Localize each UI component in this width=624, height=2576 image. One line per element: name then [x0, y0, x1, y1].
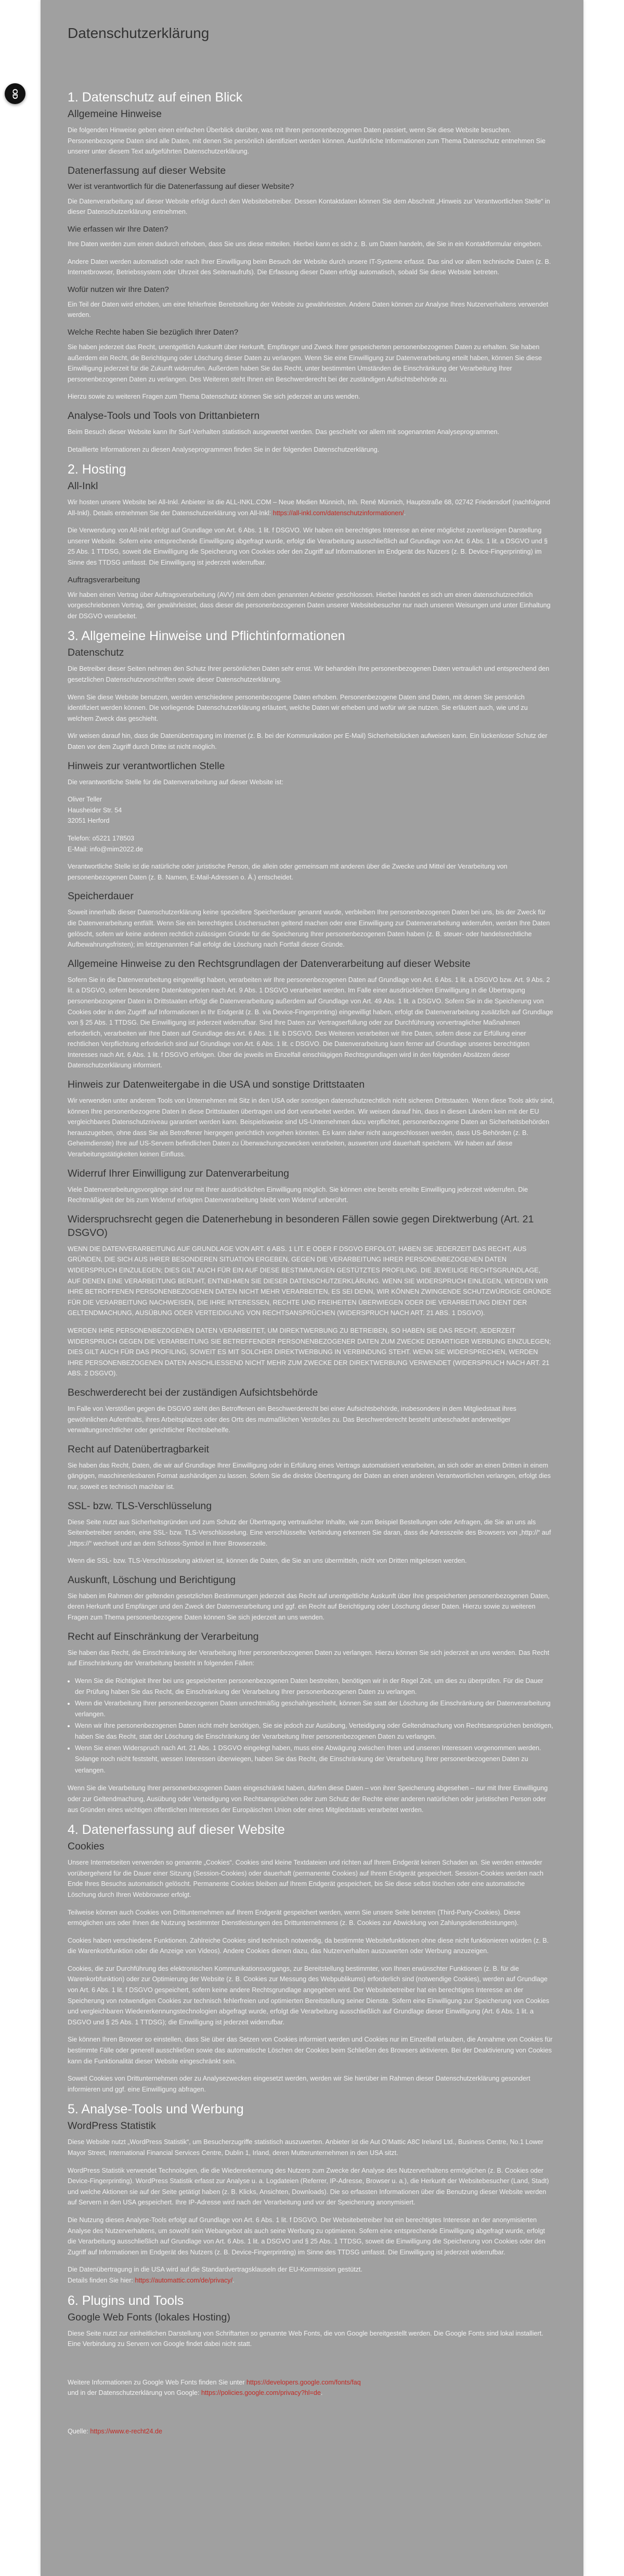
subsection-heading: Allgemeine Hinweise zu den Rechtsgrundlagen der Datenverarbeitung auf dieser Website	[68, 958, 471, 970]
page-title: Datenschutzerklärung	[68, 25, 210, 41]
paragraph	[68, 497, 554, 518]
contact-block	[68, 794, 554, 826]
subsection-heading: WordPress Statistik	[68, 2120, 156, 2132]
privacy-policy-content	[68, 0, 554, 2444]
paragraph: Die Datenverarbeitung auf dieser Website erfolgt durch den Websitebetreiber. Dessen Kontaktdaten können Sie dem Abschnitt „Hinweis zur Verantwortlichen Stelle“ in dieser Datenschutzerklärung entnehmen.	[68, 197, 550, 216]
paragraph: Ein Teil der Daten wird erhoben, um eine fehlerfreie Bereitstellung der Website zu gewährleisten. Andere Daten können zur Analyse Ihres Nutzerverhaltens verwendet werden.	[68, 300, 549, 319]
paragraph: Cookies, die zur Durchführung des elektronischen Kommunikationsvorgangs, zur Bereitstellung bestimmter, von Ihnen erwünschter Funktionen (z. B. für die Warenkorbfunktion) oder zur Optimierung der Website (z. B. Cookies zur Messung des Webpublikums) erforderlich sind (notwendige Cookies), werden auf Grundlage von Art. 6 Abs. 1 lit. f DSGVO gespeichert, sofern keine andere Rechtsgrundlage angegeben wird. Der Websitebetreiber hat ein berechtigtes Interesse an der Speicherung von notwendigen Cookies zur technisch fehlerfreien und optimierten Bereitstellung seiner Dienste. Sofern eine Einwilligung zur Speicherung von Cookies und vergleichbaren Wiedererkennungstechnologien abgefragt wurde, erfolgt die Verarbeitung ausschließlich auf Grundlage dieser Einwilligung (Art. 6 Abs. 1 lit. a DSGVO und § 25 Abs. 1 TTDSG); die Einwilligung ist jederzeit widerrufbar.	[68, 1965, 550, 2026]
subsection-heading: Google Web Fonts (lokales Hosting)	[68, 2311, 230, 2323]
contact-line: Hausheider Str. 54	[68, 806, 122, 814]
minor-heading: Wer ist verantwortlich für die Datenerfassung auf dieser Website?	[68, 182, 294, 191]
section-heading: 1. Datenschutz auf einen Blick	[68, 90, 243, 105]
paragraph-text: .	[320, 2389, 323, 2397]
paragraph-text: Quelle:	[68, 2427, 90, 2435]
paragraph: Wenn Sie die Verarbeitung Ihrer personenbezogenen Daten eingeschränkt haben, dürfen diese Daten – von ihrer Speicherung abgesehen – nur mit Ihrer Einwilligung oder zur Geltendmachung, Ausübung oder Verteidigung von Rechtsansprüchen oder zum Schutz der Rechte einer anderen natürlichen oder juristischen Person oder aus Gründen eines wichtigen öffentlichen Interesses der Europäischen Union oder eines Mitgliedstaats verarbeitet werden.	[68, 1784, 548, 1814]
list-item: • Wenn wir Ihre personenbezogenen Daten nicht mehr benötigen, Sie sie jedoch zur Ausübung, Verteidigung oder Geltendmachung von Rechtsansprüchen benötigen, haben Sie das Recht, statt der Löschung die Einschränkung der Verarbeitung Ihrer personenbezogenen Daten zu verlangen.	[75, 1720, 554, 1743]
paragraph: Sie haben das Recht, die Einschränkung der Verarbeitung Ihrer personenbezogenen Daten zu verlangen. Hierzu können Sie sich jederzeit an uns wenden. Das Recht auf Einschränkung der Verarbeitung besteht in folgenden Fällen:	[68, 1649, 550, 1667]
subsection-heading: SSL- bzw. TLS-Verschlüsselung	[68, 1500, 212, 1512]
contact-line: 32051 Herford	[68, 817, 110, 825]
paragraph-text: Details finden Sie hier:	[68, 2276, 135, 2284]
subsection-heading: All-Inkl	[68, 480, 98, 492]
paragraph: Wir verwenden unter anderem Tools von Unternehmen mit Sitz in den USA oder sonstigen datenschutzrechtlich nicht sicheren Drittstaaten. Wenn diese Tools aktiv sind, können Ihre personenbezogene Daten in diese Drittstaaten übertragen und dort verarbeitet werden. Wir weisen darauf hin, dass in diesen Ländern kein mit der EU vergleichbares Datenschutzniveau garantiert werden kann. Beispielsweise sind US-Unternehmen dazu verpflichtet, personenbezogene Daten an Sicherheitsbehörden herauszugeben, ohne dass Sie als Betroffener hiergegen gerichtlich vorgehen könnten. Es kann daher nicht ausgeschlossen werden, dass US-Behörden (z. B. Geheimdienste) Ihre auf US-Servern befindlichen Daten zu Überwachungszwecken verarbeiten, auswerten und dauerhaft speichern. Wir haben auf diese Verarbeitungstätigkeiten keinen Einfluss.	[68, 1097, 554, 1158]
paragraph: Andere Daten werden automatisch oder nach Ihrer Einwilligung beim Besuch der Website durch unsere IT-Systeme erfasst. Das sind vor allem technische Daten (z. B. Internetbrowser, Betriebssystem oder Uhrzeit des Seitenaufrufs). Die Erfassung dieser Daten erfolgt automatisch, sobald Sie diese Website betreten.	[68, 258, 551, 276]
minor-heading: Wie erfassen wir Ihre Daten?	[68, 224, 168, 234]
spacer	[68, 2405, 554, 2426]
paragraph: Diese Seite nutzt zur einheitlichen Darstellung von Schriftarten so genannte Web Fonts, die von Google bereitgestellt werden. Die Google Fonts sind lokal installiert. Eine Verbindung zu Servern von Google findet dabei nicht statt.	[68, 2329, 543, 2348]
logo-text: OD	[11, 88, 19, 99]
subsection-heading: Recht auf Datenübertragbarkeit	[68, 1443, 210, 1455]
paragraph: Hierzu sowie zu weiteren Fragen zum Thema Datenschutz können Sie sich jederzeit an uns wenden.	[68, 393, 360, 401]
bullet-list	[68, 1676, 554, 1777]
paragraph: Verantwortliche Stelle ist die natürliche oder juristische Person, die allein oder gemeinsam mit anderen über die Zwecke und Mittel der Verarbeitung von personenbezogenen Daten (z. B. Namen, E-Mail-Adressen o. Ä.) entscheidet.	[68, 863, 508, 881]
paragraph: Die folgenden Hinweise geben einen einfachen Überblick darüber, was mit Ihren personenbezogenen Daten passiert, wenn Sie diese Website besuchen. Personenbezogene Daten sind alle Daten, mit denen Sie persönlich identifiziert werden können. Ausführliche Informationen zum Thema Datenschutz entnehmen Sie unserer unter diesem Text aufgeführten Datenschutzerklärung.	[68, 126, 545, 156]
list-item: • Wenn Sie einen Widerspruch nach Art. 21 Abs. 1 DSGVO eingelegt haben, muss eine Abwägung zwischen Ihren und unseren Interessen vorgenommen werden. Solange noch nicht feststeht, wessen Interessen überwiegen, haben Sie das Recht, die Einschränkung der Verarbeitung Ihrer personenbezogenen Daten zu verlangen.	[75, 1743, 554, 1777]
paragraph: Cookies haben verschiedene Funktionen. Zahlreiche Cookies sind technisch notwendig, da bestimmte Websitefunktionen ohne diese nicht funktionieren würden (z. B. die Warenkorbfunktion oder die Anzeige von Videos). Andere Cookies dienen dazu, das Nutzerverhalten auszuwerten oder Werbung anzuzeigen.	[68, 1936, 549, 1955]
policy-sections	[68, 90, 554, 2437]
external-link[interactable]: https://automattic.com/de/privacy/	[135, 2276, 233, 2284]
minor-heading: Auftragsverarbeitung	[68, 575, 140, 584]
subsection-heading: Hinweis zur Datenweitergabe in die USA und sonstige Drittstaaten	[68, 1079, 365, 1091]
external-link[interactable]: https://all-inkl.com/datenschutzinformationen/	[272, 509, 404, 517]
paragraph: WERDEN IHRE PERSONENBEZOGENEN DATEN VERARBEITET, UM DIREKTWERBUNG ZU BETREIBEN, SO HABEN SIE DAS RECHT, JEDERZEIT WIDERSPRUCH GEGEN DIE VERARBEITUNG SIE BETREFFENDER PERSONENBEZOGENER DATEN ZUM ZWECKE DERARTIGER WERBUNG EINZULEGEN; DIES GILT AUCH FÜR DAS PROFILING, SOWEIT ES MIT SOLCHER DIREKTWERBUNG IN VERBINDUNG STEHT. WENN SIE WIDERSPRECHEN, WERDEN IHRE PERSONENBEZOGENEN DATEN ANSCHLIESSEND NICHT MEHR ZUM ZWECKE DER DIREKTWERBUNG VERWENDET (WIDERSPRUCH NACH ART. 21 ABS. 2 DSGVO).	[68, 1327, 551, 1378]
subsection-heading: Allgemeine Hinweise	[68, 108, 162, 120]
section-heading: 4. Datenerfassung auf dieser Website	[68, 1822, 285, 1838]
paragraph: Die Betreiber dieser Seiten nehmen den Schutz Ihrer persönlichen Daten sehr ernst. Wir behandeln Ihre personenbezogenen Daten vertraulich und entsprechend den gesetzlichen Datenschutzvorschriften sowie dieser Datenschutzerklärung.	[68, 665, 550, 684]
paragraph: Diese Website nutzt „WordPress Statistik“, um Besucherzugriffe statistisch auszuwerten. Anbieter ist die Aut O’Mattic A8C Ireland Ltd., Business Centre, No.1 Lower Mayor Street, International Financial Services Centre, Dublin 1, Irland, deren Mutterunternehmen in den USA sitzt.	[68, 2138, 543, 2157]
external-link[interactable]: https://policies.google.com/privacy?hl=de	[201, 2389, 321, 2397]
section-heading: 2. Hosting	[68, 462, 126, 477]
paragraph: Sie haben im Rahmen der geltenden gesetzlichen Bestimmungen jederzeit das Recht auf unentgeltliche Auskunft über Ihre gespeicherten personenbezogenen Daten, deren Herkunft und Empfänger und den Zweck der Datenverarbeitung und ggf. ein Recht auf Berichtigung oder Löschung dieser Daten. Hierzu sowie zu weiteren Fragen zum Thema personenbezogene Daten können Sie sich jederzeit an uns wenden.	[68, 1592, 550, 1622]
paragraph: Diese Seite nutzt aus Sicherheitsgründen und zum Schutz der Übertragung vertraulicher Inhalte, wie zum Beispiel Bestellungen oder Anfragen, die Sie an uns als Seitenbetreiber senden, eine SSL- bzw. TLS-Verschlüsselung. Eine verschlüsselte Verbindung erkennen Sie daran, dass die Adresszeile des Browsers von „http://“ auf „https://“ wechselt und an dem Schloss-Symbol in Ihrer Browserzeile.	[68, 1518, 551, 1547]
paragraph-text: und in der Datenschutzerklärung von Google:	[68, 2389, 201, 2397]
subsection-heading: Hinweis zur verantwortlichen Stelle	[68, 760, 225, 772]
subsection-heading: Beschwerderecht bei der zuständigen Aufsichtsbehörde	[68, 1386, 318, 1398]
paragraph: Wenn die SSL- bzw. TLS-Verschlüsselung aktiviert ist, können die Daten, die Sie an uns übermitteln, nicht von Dritten mitgelesen werden.	[68, 1557, 467, 1565]
paragraph-text: .	[404, 509, 406, 517]
section-heading: 6. Plugins und Tools	[68, 2293, 184, 2308]
subsection-heading: Datenschutz	[68, 647, 124, 659]
subsection-heading: Widerspruchsrecht gegen die Datenerhebung in besonderen Fällen sowie gegen Direktwerbung (Art. 21 DSGVO)	[68, 1213, 534, 1239]
paragraph	[68, 2426, 554, 2437]
paragraph	[68, 2264, 554, 2286]
paragraph: Im Falle von Verstößen gegen die DSGVO steht den Betroffenen ein Beschwerderecht bei einer Aufsichtsbehörde, insbesondere in dem Mitgliedstaat ihres gewöhnlichen Aufenthalts, ihres Arbeitsplatzes oder des Orts des mutmaßlichen Verstoßes zu. Das Beschwerderecht besteht unbeschadet anderweitiger verwaltungsrechtlicher oder gerichtlicher Rechtsbehelfe.	[68, 1405, 516, 1434]
list-item: • Wenn die Verarbeitung Ihrer personenbezogenen Daten unrechtmäßig geschah/geschieht, können Sie statt der Löschung die Einschränkung der Datenverarbeitung verlangen.	[75, 1698, 554, 1720]
paragraph: Wir weisen darauf hin, dass die Datenübertragung im Internet (z. B. bei der Kommunikation per E-Mail) Sicherheitslücken aufweisen kann. Ein lückenloser Schutz der Daten vor dem Zugriff durch Dritte ist nicht möglich.	[68, 732, 548, 750]
paragraph: Unsere Internetseiten verwenden so genannte „Cookies“. Cookies sind kleine Textdateien und richten auf Ihrem Endgerät keinen Schaden an. Sie werden entweder vorübergehend für die Dauer einer Sitzung (Session-Cookies) oder dauerhaft (permanente Cookies) auf Ihrem Endgerät gespeichert. Session-Cookies werden nach Ende Ihres Besuchs automatisch gelöscht. Permanente Cookies bleiben auf Ihrem Endgerät gespeichert, bis Sie diese selbst löschen oder eine automatische Löschung durch Ihren Webbrowser erfolgt.	[68, 1859, 543, 1898]
paragraph: Soweit Cookies von Drittunternehmen oder zu Analysezwecken eingesetzt werden, werden wir Sie hierüber im Rahmen dieser Datenschutzerklärung gesondert informieren und ggf. eine Einwilligung abfragen.	[68, 2075, 530, 2093]
subsection-heading: Datenerfassung auf dieser Website	[68, 164, 226, 176]
section-heading: 5. Analyse-Tools und Werbung	[68, 2102, 244, 2117]
paragraph: Die Nutzung dieses Analyse-Tools erfolgt auf Grundlage von Art. 6 Abs. 1 lit. f DSGVO. Der Websitebetreiber hat ein berechtigtes Interesse an der anonymisierten Analyse des Nutzerverhaltens, um sowohl sein Webangebot als auch seine Werbung zu optimieren. Sofern eine entsprechende Einwilligung abgefragt wurde, erfolgt die Verarbeitung ausschließlich auf Grundlage von Art. 6 Abs. 1 lit. a DSGVO und § 25 Abs. 1 TTDSG, soweit die Einwilligung die Speicherung von Cookies oder den Zugriff auf Informationen im Endgerät des Nutzers (z. B. Device-Fingerprinting) im Sinne des TTDSG umfasst. Die Einwilligung ist jederzeit widerrufbar.	[68, 2216, 545, 2256]
paragraph: WordPress Statistik verwendet Technologien, die die Wiedererkennung des Nutzers zum Zwecke der Analyse des Nutzerverhaltens ermöglichen (z. B. Cookies oder Device-Fingerprinting). WordPress Statistik erfasst zur Analyse u. a. Logdateien (Referrer, IP-Adresse, Browser u. a.), die Herkunft der Websitebesucher (Land, Stadt) und welche Aktionen sie auf der Seite getätigt haben (z. B. Klicks, Ansichten, Downloads). Die so erfassten Informationen über die Benutzung dieser Website werden auf Servern in den USA gespeichert. Ihre IP-Adresse wird nach der Verarbeitung und vor der Speicherung anonymisiert.	[68, 2166, 549, 2207]
external-link[interactable]: https://developers.google.com/fonts/faq	[246, 2378, 361, 2386]
paragraph: Ihre Daten werden zum einen dadurch erhoben, dass Sie uns diese mitteilen. Hierbei kann es sich z. B. um Daten handeln, die Sie in ein Kontaktformular eingeben.	[68, 240, 542, 248]
content-panel	[41, 0, 583, 2576]
subsection-heading: Analyse-Tools und Tools von Drittanbietern	[68, 410, 260, 422]
paragraph: Wenn Sie diese Website benutzen, werden verschiedene personenbezogene Daten erhoben. Personenbezogene Daten sind Daten, mit denen Sie persönlich identifiziert werden können. Die vorliegende Datenschutzerklärung erläutert, welche Daten wir erheben und wofür wir sie nutzen. Sie erläutert auch, wie und zu welchem Zweck das geschieht.	[68, 693, 528, 722]
paragraph: Detaillierte Informationen zu diesen Analyseprogrammen finden Sie in der folgenden Datenschutzerklärung.	[68, 445, 380, 453]
paragraph-text: Weitere Informationen zu Google Web Fonts finden Sie unter	[68, 2378, 246, 2386]
paragraph: Die Verwendung von All-Inkl erfolgt auf Grundlage von Art. 6 Abs. 1 lit. f DSGVO. Wir haben ein berechtigtes Interesse an einer möglichst zuverlässigen Darstellung unserer Website. Sofern eine entsprechende Einwilligung abgefragt wurde, erfolgt die Verarbeitung ausschließlich auf Grundlage von Art. 6 Abs. 1 lit. a DSGVO und § 25 Abs. 1 TTDSG, soweit die Einwilligung die Speicherung von Cookies oder den Zugriff auf Informationen im Endgerät des Nutzers (z. B. Device-Fingerprinting) im Sinne des TTDSG umfasst. Die Einwilligung ist jederzeit widerrufbar.	[68, 527, 548, 567]
external-link[interactable]: https://www.e-recht24.de	[90, 2427, 163, 2435]
paragraph: Die verantwortliche Stelle für die Datenverarbeitung auf dieser Website ist:	[68, 778, 283, 786]
subsection-heading: Widerruf Ihrer Einwilligung zur Datenverarbeitung	[68, 1167, 289, 1179]
section-heading: 3. Allgemeine Hinweise und Pflichtinformationen	[68, 629, 345, 644]
subsection-heading: Auskunft, Löschung und Berichtigung	[68, 1574, 236, 1586]
paragraph: WENN DIE DATENVERARBEITUNG AUF GRUNDLAGE VON ART. 6 ABS. 1 LIT. E ODER F DSGVO ERFOLGT, HABEN SIE JEDERZEIT DAS RECHT, AUS GRÜNDEN, DIE SICH AUS IHRER BESONDEREN SITUATION ERGEBEN, GEGEN DIE VERARBEITUNG IHRER PERSONENBEZOGENEN DATEN WIDERSPRUCH EINZULEGEN; DIES GILT AUCH FÜR EIN AUF DIESE BESTIMMUNGEN GESTÜTZTES PROFILING. DIE JEWEILIGE RECHTSGRUNDLAGE, AUF DENEN EINE VERARBEITUNG BERUHT, ENTNEHMEN SIE DIESER DATENSCHUTZERKLÄRUNG. WENN SIE WIDERSPRUCH EINLEGEN, WERDEN WIR IHRE BETROFFENEN PERSONENBEZOGENEN DATEN NICHT MEHR VERARBEITEN, ES SEI DENN, WIR KÖNNEN ZWINGENDE SCHUTZWÜRDIGE GRÜNDE FÜR DIE VERARBEITUNG NACHWEISEN, DIE IHRE INTERESSEN, RECHTE UND FREIHEITEN ÜBERWIEGEN ODER DIE VERARBEITUNG DIENT DER GELTENDMACHUNG, AUSÜBUNG ODER VERTEIDIGUNG VON RECHTSANSPRÜCHEN (WIDERSPRUCH NACH ART. 21 ABS. 1 DSGVO).	[68, 1245, 552, 1317]
subsection-heading: Cookies	[68, 1841, 105, 1853]
paragraph: Viele Datenverarbeitungsvorgänge sind nur mit Ihrer ausdrücklichen Einwilligung möglich. Sie können eine bereits erteilte Einwilligung jederzeit widerrufen. Die Rechtmäßigkeit der bis zum Widerruf erfolgten Datenverarbeitung bleibt vom Widerruf unberührt.	[68, 1185, 528, 1204]
list-item: • Wenn Sie die Richtigkeit Ihrer bei uns gespeicherten personenbezogenen Daten bestreiten, benötigen wir in der Regel Zeit, um dies zu überprüfen. Für die Dauer der Prüfung haben Sie das Recht, die Einschränkung der Verarbeitung Ihrer personenbezogenen Daten zu verlangen.	[75, 1676, 554, 1698]
contact-line: E-Mail: info@mim2022.de	[68, 845, 144, 853]
contact-block	[68, 833, 554, 855]
paragraph: Sie haben jederzeit das Recht, unentgeltlich Auskunft über Herkunft, Empfänger und Zweck Ihrer gespeicherten personenbezogenen Daten zu erhalten. Sie haben außerdem ein Recht, die Berichtigung oder Löschung dieser Daten zu verlangen. Wenn Sie eine Einwilligung zur Datenverarbeitung erteilt haben, können Sie diese Einwilligung jederzeit für die Zukunft widerrufen. Außerdem haben Sie das Recht, unter bestimmten Umständen die Einschränkung der Verarbeitung Ihrer personenbezogenen Daten zu verlangen. Des Weiteren steht Ihnen ein Beschwerderecht bei der zuständigen Aufsichtsbehörde zu.	[68, 343, 542, 383]
paragraph-text: Die Datenübertragung in die USA wird auf die Standardvertragsklauseln der EU-Kommission gestützt.	[68, 2266, 363, 2274]
subsection-heading: Speicherdauer	[68, 890, 134, 902]
contact-line: Oliver Teller	[68, 796, 102, 804]
paragraph	[68, 2377, 554, 2399]
paragraph-text: .	[232, 2276, 235, 2284]
spacer	[68, 2356, 554, 2377]
paragraph: Beim Besuch dieser Website kann Ihr Surf-Verhalten statistisch ausgewertet werden. Das geschieht vor allem mit sogenannten Analyseprogrammen.	[68, 428, 499, 436]
site-logo[interactable]	[5, 83, 25, 104]
paragraph: Sie haben das Recht, Daten, die wir auf Grundlage Ihrer Einwilligung oder in Erfüllung eines Vertrags automatisiert verarbeiten, an sich oder an einen Dritten in einem gängigen, maschinenlesbaren Format aushändigen zu lassen. Sofern Sie die direkte Übertragung der Daten an einen anderen Verantwortlichen verlangen, erfolgt dies nur, soweit es technisch machbar ist.	[68, 1461, 551, 1490]
paragraph: Teilweise können auch Cookies von Drittunternehmen auf Ihrem Endgerät gespeichert werden, wenn Sie unsere Seite betreten (Third-Party-Cookies). Diese ermöglichen uns oder Ihnen die Nutzung bestimmter Dienstleistungen des Drittunternehmens (z. B. Cookies zur Abwicklung von Zahlungsdienstleistungen).	[68, 1908, 521, 1927]
paragraph: Wir haben einen Vertrag über Auftragsverarbeitung (AVV) mit dem oben genannten Anbieter geschlossen. Hierbei handelt es sich um einen datenschutzrechtlich vorgeschriebenen Vertrag, der gewährleistet, dass dieser die personenbezogenen Daten unserer Websitebesucher nur nach unseren Weisungen und unter Einhaltung der DSGVO verarbeitet.	[68, 591, 551, 620]
contact-line: Telefon: o5221 178503	[68, 834, 135, 842]
subsection-heading: Recht auf Einschränkung der Verarbeitung	[68, 1630, 259, 1642]
paragraph: Soweit innerhalb dieser Datenschutzerklärung keine speziellere Speicherdauer genannt wurde, verbleiben Ihre personenbezogenen Daten bei uns, bis der Zweck für die Datenverarbeitung entfällt. Wenn Sie ein berechtigtes Löschersuchen geltend machen oder eine Einwilligung zur Datenverarbeitung widerrufen, werden Ihre Daten gelöscht, sofern wir keine anderen rechtlich zulässigen Gründe für die Speicherung Ihrer personenbezogenen Daten haben (z. B. steuer- oder handelsrechtliche Aufbewahrungsfristen); im letztgenannten Fall erfolgt die Löschung nach Fortfall dieser Gründe.	[68, 909, 550, 949]
paragraph-text: Wir hosten unsere Website bei All-Inkl. Anbieter ist die ALL-INKL.COM – Neue Medien Münnich, Inh. René Münnich, Hauptstraße 68, 02742 Friedersdorf (nachfolgend All-Inkl). Details entnehmen Sie der Datenschutzerklärung von All-Inkl:	[68, 499, 550, 517]
minor-heading: Welche Rechte haben Sie bezüglich Ihrer Daten?	[68, 327, 239, 337]
paragraph: Sofern Sie in die Datenverarbeitung eingewilligt haben, verarbeiten wir Ihre personenbezogenen Daten auf Grundlage von Art. 6 Abs. 1 lit. a DSGVO bzw. Art. 9 Abs. 2 lit. a DSGVO, sofern besondere Datenkategorien nach Art. 9 Abs. 1 DSGVO verarbeitet werden. Im Falle einer ausdrücklichen Einwilligung in die Übertragung personenbezogener Daten in Drittstaaten erfolgt die Datenverarbeitung außerdem auf Grundlage von Art. 49 Abs. 1 lit. a DSGVO. Sofern Sie in die Speicherung von Cookies oder in den Zugriff auf Informationen in Ihr Endgerät (z. B. via Device-Fingerprinting) eingewilligt haben, erfolgt die Datenverarbeitung zusätzlich auf Grundlage von § 25 Abs. 1 TTDSG. Die Einwilligung ist jederzeit widerrufbar. Sind Ihre Daten zur Vertragserfüllung oder zur Durchführung vorvertraglicher Maßnahmen erforderlich, verarbeiten wir Ihre Daten auf Grundlage des Art. 6 Abs. 1 lit. b DSGVO. Des Weiteren verarbeiten wir Ihre Daten, sofern diese zur Erfüllung einer rechtlichen Verpflichtung erforderlich sind auf Grundlage von Art. 6 Abs. 1 lit. c DSGVO. Die Datenverarbeitung kann ferner auf Grundlage unseres berechtigten Interesses nach Art. 6 Abs. 1 lit. f DSGVO erfolgen. Über die jeweils im Einzelfall einschlägigen Rechtsgrundlagen wird in den folgenden Absätzen dieser Datenschutzerklärung informiert.	[68, 976, 553, 1069]
paragraph: Sie können Ihren Browser so einstellen, dass Sie über das Setzen von Cookies informiert werden und Cookies nur im Einzelfall erlauben, die Annahme von Cookies für bestimmte Fälle oder generell ausschließen sowie das automatische Löschen der Cookies beim Schließen des Browsers aktivieren. Bei der Deaktivierung von Cookies kann die Funktionalität dieser Website eingeschränkt sein.	[68, 2036, 553, 2065]
minor-heading: Wofür nutzen wir Ihre Daten?	[68, 285, 169, 294]
